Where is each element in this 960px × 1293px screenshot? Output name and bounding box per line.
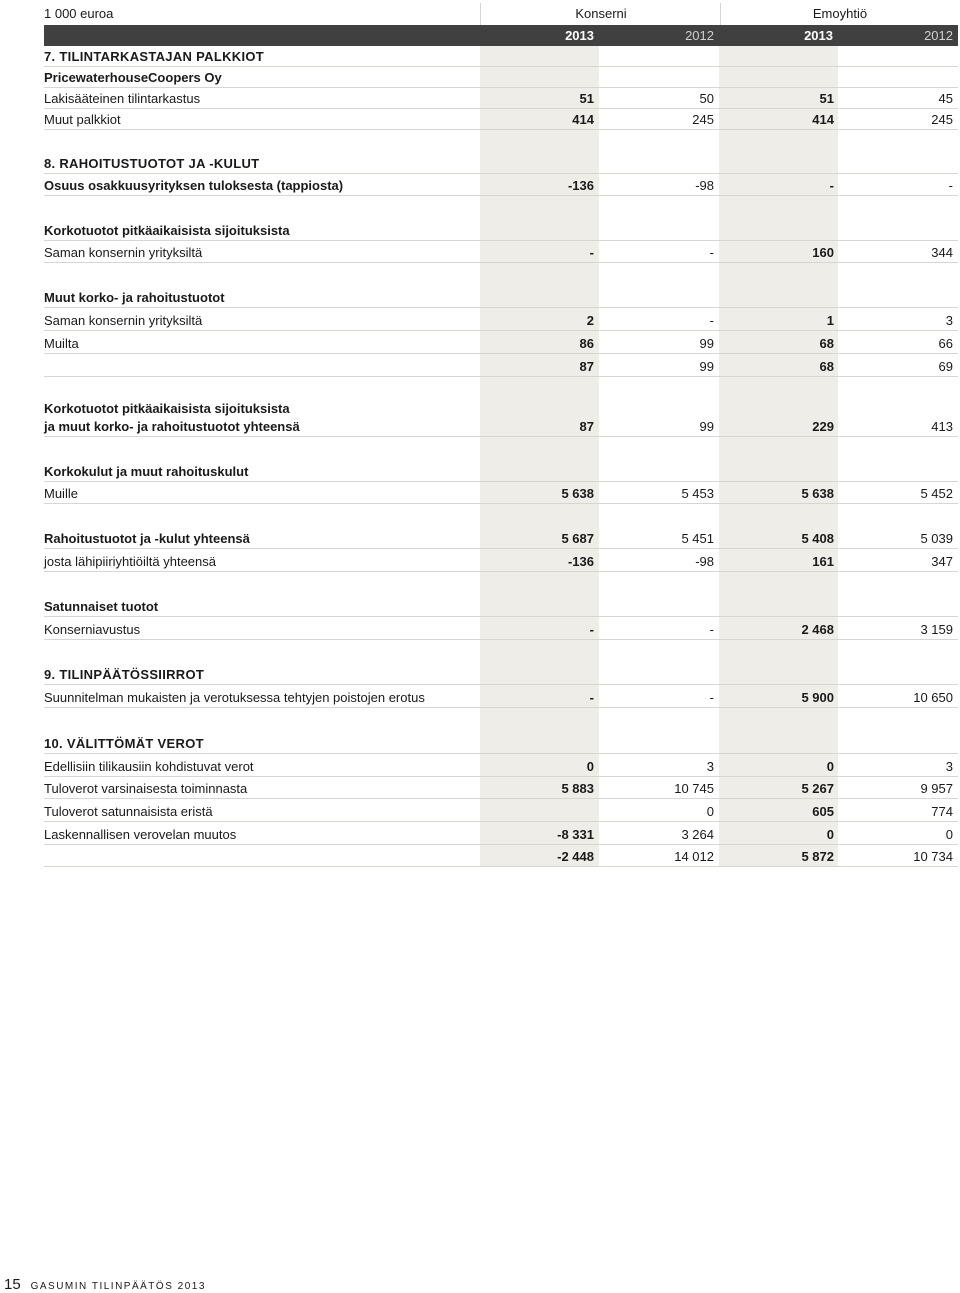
value-group-2012: 3 264 [681, 827, 714, 842]
value-group-2012: - [709, 622, 714, 637]
value-parent-2013: 161 [812, 554, 834, 569]
value-parent-2012: 347 [931, 554, 953, 569]
value-parent-2012: 245 [931, 112, 953, 127]
value-parent-2012: - [948, 178, 953, 193]
value-parent-2013: 1 [826, 313, 834, 328]
value-group-2013: 87 [579, 359, 594, 374]
value-group-2012: 14 012 [674, 849, 714, 864]
value-parent-2013: 5 638 [801, 486, 834, 501]
page-footer [4, 1276, 206, 1293]
table-row [44, 263, 958, 308]
value-group-2012: 3 [706, 759, 714, 774]
table-row [44, 549, 958, 572]
table-row [44, 708, 958, 754]
row-label: 7. TILINTARKASTAJAN PALKKIOT [44, 49, 265, 64]
value-group-2013: 5 687 [561, 531, 594, 546]
row-label: Satunnaiset tuotot [44, 599, 159, 614]
value-parent-2012: 3 159 [920, 622, 953, 637]
value-parent-2013: 5 872 [801, 849, 834, 864]
row-label: Lakisääteinen tilintarkastus [44, 91, 201, 106]
value-group-2013: 2 [586, 313, 594, 328]
row-label: PricewaterhouseCoopers Oy [44, 70, 222, 85]
value-parent-2012: 0 [945, 827, 953, 842]
table-row [44, 354, 958, 377]
group-header: Konserni [480, 3, 721, 25]
table-row [44, 777, 958, 799]
value-parent-2013: 0 [826, 827, 834, 842]
table-row [44, 308, 958, 331]
value-group-2013: 0 [586, 759, 594, 774]
value-group-2012: - [709, 313, 714, 328]
value-parent-2012: 45 [938, 91, 953, 106]
table-row [44, 46, 958, 67]
value-group-2012: 0 [706, 804, 714, 819]
value-group-2012: 99 [699, 336, 714, 351]
value-group-2013: - [589, 690, 594, 705]
value-parent-2013: 51 [819, 91, 834, 106]
table-row [44, 822, 958, 845]
row-label: Saman konsernin yrityksiltä [44, 245, 203, 260]
table-header [44, 3, 958, 25]
table-row [44, 130, 958, 174]
value-group-2013: 51 [579, 91, 594, 106]
row-label: josta lähipiiriyhtiöiltä yhteensä [44, 554, 216, 569]
table-row [44, 196, 958, 241]
row-label: ja muut korko- ja rahoitustuotot yhteensä [44, 419, 300, 434]
row-label: Konserniavustus [44, 622, 141, 637]
table-row [44, 419, 958, 437]
value-parent-2013: 5 408 [801, 531, 834, 546]
table-row [44, 437, 958, 482]
value-group-2013: -2 448 [557, 849, 594, 864]
table-row [44, 754, 958, 777]
value-parent-2012: 3 [945, 313, 953, 328]
value-parent-2012: 5 039 [920, 531, 953, 546]
value-group-2013: 414 [572, 112, 594, 127]
value-parent-2012: 774 [931, 804, 953, 819]
value-group-2013: -8 331 [557, 827, 594, 842]
unit-label: 1 000 euroa [44, 6, 114, 21]
value-parent-2013: 2 468 [801, 622, 834, 637]
table-row [44, 88, 958, 109]
row-label: Muut palkkiot [44, 112, 121, 127]
value-group-2013: - [589, 245, 594, 260]
value-group-2013: - [589, 622, 594, 637]
row-label: Muut korko- ja rahoitustuotot [44, 290, 225, 305]
row-label: Edellisiin tilikausiin kohdistuvat verot [44, 759, 254, 774]
parent-header: Emoyhtiö [720, 3, 959, 25]
table-row [44, 845, 958, 867]
value-parent-2013: 229 [812, 419, 834, 434]
value-parent-2013: 160 [812, 245, 834, 260]
value-group-2013: 86 [579, 336, 594, 351]
row-label: Tuloverot varsinaisesta toiminnasta [44, 781, 248, 796]
year-parent-2012: 2012 [924, 28, 953, 43]
row-label: Saman konsernin yrityksiltä [44, 313, 203, 328]
value-group-2013: -136 [567, 178, 594, 193]
page-number: 15 [4, 1276, 21, 1293]
value-group-2012: 5 451 [681, 531, 714, 546]
value-parent-2012: 3 [945, 759, 953, 774]
table-row [44, 504, 958, 549]
value-group-2013: 5 883 [561, 781, 594, 796]
row-label: Rahoitustuotot ja -kulut yhteensä [44, 531, 250, 546]
value-parent-2012: 66 [938, 336, 953, 351]
year-group-2013: 2013 [565, 28, 594, 43]
table-row [44, 67, 958, 88]
row-label: Korkotuotot pitkäaikaisista sijoituksista [44, 401, 290, 416]
year-parent-2013: 2013 [804, 28, 833, 43]
value-parent-2013: 0 [826, 759, 834, 774]
value-parent-2013: 5 900 [801, 690, 834, 705]
value-parent-2013: - [829, 178, 834, 193]
value-group-2012: 245 [692, 112, 714, 127]
value-parent-2013: 68 [819, 336, 834, 351]
value-parent-2012: 69 [938, 359, 953, 374]
document-title: GASUMIN TILINPÄÄTÖS 2013 [30, 1281, 206, 1292]
value-group-2013: 87 [579, 419, 594, 434]
value-parent-2013: 605 [812, 804, 834, 819]
row-label: 9. TILINPÄÄTÖSSIIRROT [44, 667, 205, 682]
value-group-2012: 99 [699, 359, 714, 374]
row-label: Korkotuotot pitkäaikaisista sijoituksista [44, 223, 290, 238]
value-parent-2012: 344 [931, 245, 953, 260]
value-group-2012: 99 [699, 419, 714, 434]
row-label: Osuus osakkuusyrityksen tuloksesta (tappiosta) [44, 178, 344, 193]
table-row [44, 377, 958, 418]
value-parent-2012: 413 [931, 419, 953, 434]
row-label: Korkokulut ja muut rahoituskulut [44, 464, 249, 479]
value-group-2012: 50 [699, 91, 714, 106]
value-group-2012: 10 745 [674, 781, 714, 796]
table-row [44, 482, 958, 504]
row-label: 10. VÄLITTÖMÄT VEROT [44, 736, 204, 751]
table-row [44, 109, 958, 130]
row-label: Muilta [44, 336, 79, 351]
year-group-2012: 2012 [685, 28, 714, 43]
value-parent-2012: 10 650 [913, 690, 953, 705]
value-group-2012: -98 [695, 554, 714, 569]
row-label: Suunnitelman mukaisten ja verotuksessa tehtyjen poistojen erotus [44, 690, 425, 705]
table-row [44, 799, 958, 822]
row-label: Tuloverot satunnaisista eristä [44, 804, 213, 819]
year-header-bar [44, 25, 958, 46]
table-row [44, 331, 958, 354]
value-group-2013: 5 638 [561, 486, 594, 501]
value-parent-2013: 68 [819, 359, 834, 374]
table-row [44, 572, 958, 617]
value-parent-2012: 10 734 [913, 849, 953, 864]
value-parent-2012: 5 452 [920, 486, 953, 501]
row-label: Muille [44, 486, 78, 501]
value-parent-2012: 9 957 [920, 781, 953, 796]
row-label: Laskennallisen verovelan muutos [44, 827, 237, 842]
value-parent-2013: 414 [812, 112, 834, 127]
table-row [44, 241, 958, 263]
value-group-2013: -136 [567, 554, 594, 569]
value-group-2012: -98 [695, 178, 714, 193]
row-label: 8. RAHOITUSTUOTOT JA -KULUT [44, 156, 260, 171]
table-row [44, 640, 958, 685]
value-group-2012: - [709, 690, 714, 705]
value-parent-2013: 5 267 [801, 781, 834, 796]
table-row [44, 174, 958, 196]
value-group-2012: 5 453 [681, 486, 714, 501]
value-group-2012: - [709, 245, 714, 260]
table-row [44, 617, 958, 640]
table-row [44, 685, 958, 708]
